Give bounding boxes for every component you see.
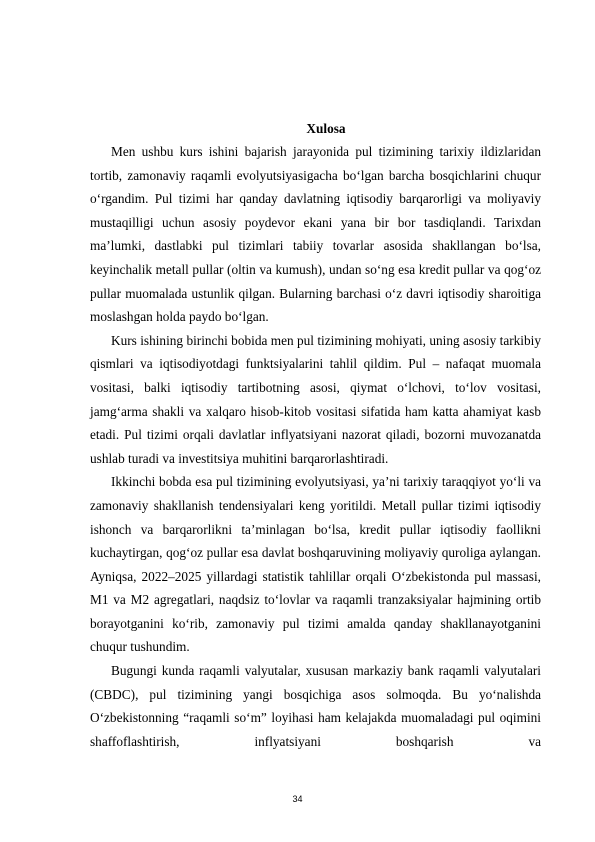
section-heading: Xulosa (306, 121, 346, 136)
page-number: 34 (292, 794, 303, 804)
paragraph-4: Bugungi kunda raqamli valyutalar, xususan markaziy bank raqamli valyutalari (CBDC), pul tizimining yangi bosqichiga asos solmoqda. Bu yo‘nalishda O‘zbekistonning “raqamli so‘m” loyihasi ham kelajakda muomaladagi pul oqimini shaffoflashtirish, inflyatsiyani boshqarish va (90, 663, 541, 749)
paragraph-2: Kurs ishining birinchi bobida men pul tizimining mohiyati, uning asosiy tarkibiy qismlari va iqtisodiyotdagi funktsiyalarini tahlil qildim. Pul – nafaqat muomala vositasi, balki iqtisodiy tartibotning asosi, qiymat o‘lchovi, to‘lov vositasi, jamg‘arma shakli va xalqaro hisob-kitob vositasi sifatida ham katta ahamiyat kasb etadi. Pul tizimi orqali davlatlar inflyatsiyani nazorat qiladi, bozorni muvozanatda ushlab turadi va investitsiya muhitini barqarorlashtiradi. (90, 332, 541, 466)
body-text (90, 140, 541, 753)
paragraph-1: Men ushbu kurs ishini bajarish jarayonida pul tizimining tarixiy ildizlaridan tortib, zamonaviy raqamli evolyutsiyasigacha bo‘lgan barcha bosqichlarini chuqur o‘rgandim. Pul tizimi har qanday davlatning iqtisodiy barqarorligi va moliyaviy mustaqilligi uchun asosiy poydevor ekani yana bir bor tasdiqlandi. Tarixdan ma’lumki, dastlabki pul tizimlari tabiiy tovarlar asosida shakllangan bo‘lsa, keyinchalik metall pullar (oltin va kumush), undan so‘ng esa kredit pullar va qog‘oz pullar muomalada ustunlik qilgan. Bularning barchasi o‘z davri iqtisodiy sharoitiga moslashgan holda paydo bo‘lgan. (90, 144, 541, 325)
paragraph-3: Ikkinchi bobda esa pul tizimining evolyutsiyasi, ya’ni tarixiy taraqqiyot yo‘li va zamonaviy shakllanish tendensiyalari keng yoritildi. Metall pullar tizimi iqtisodiy ishonch va barqarorlikni ta’minlagan bo‘lsa, kredit pullar iqtisodiy faollikni kuchaytirgan, qog‘oz pullar esa davlat boshqaruvining moliyaviy quroliga aylangan. Ayniqsa, 2022–2025 yillardagi statistik tahlillar orqali O‘zbekistonda pul massasi, M1 va M2 agregatlari, naqdsiz to‘lovlar va raqamli tranzaksiyalar hajmining ortib borayotganini ko‘rib, zamonaviy pul tizimi amalda qanday shakllanayotganini chuqur tushundim. (90, 474, 541, 655)
